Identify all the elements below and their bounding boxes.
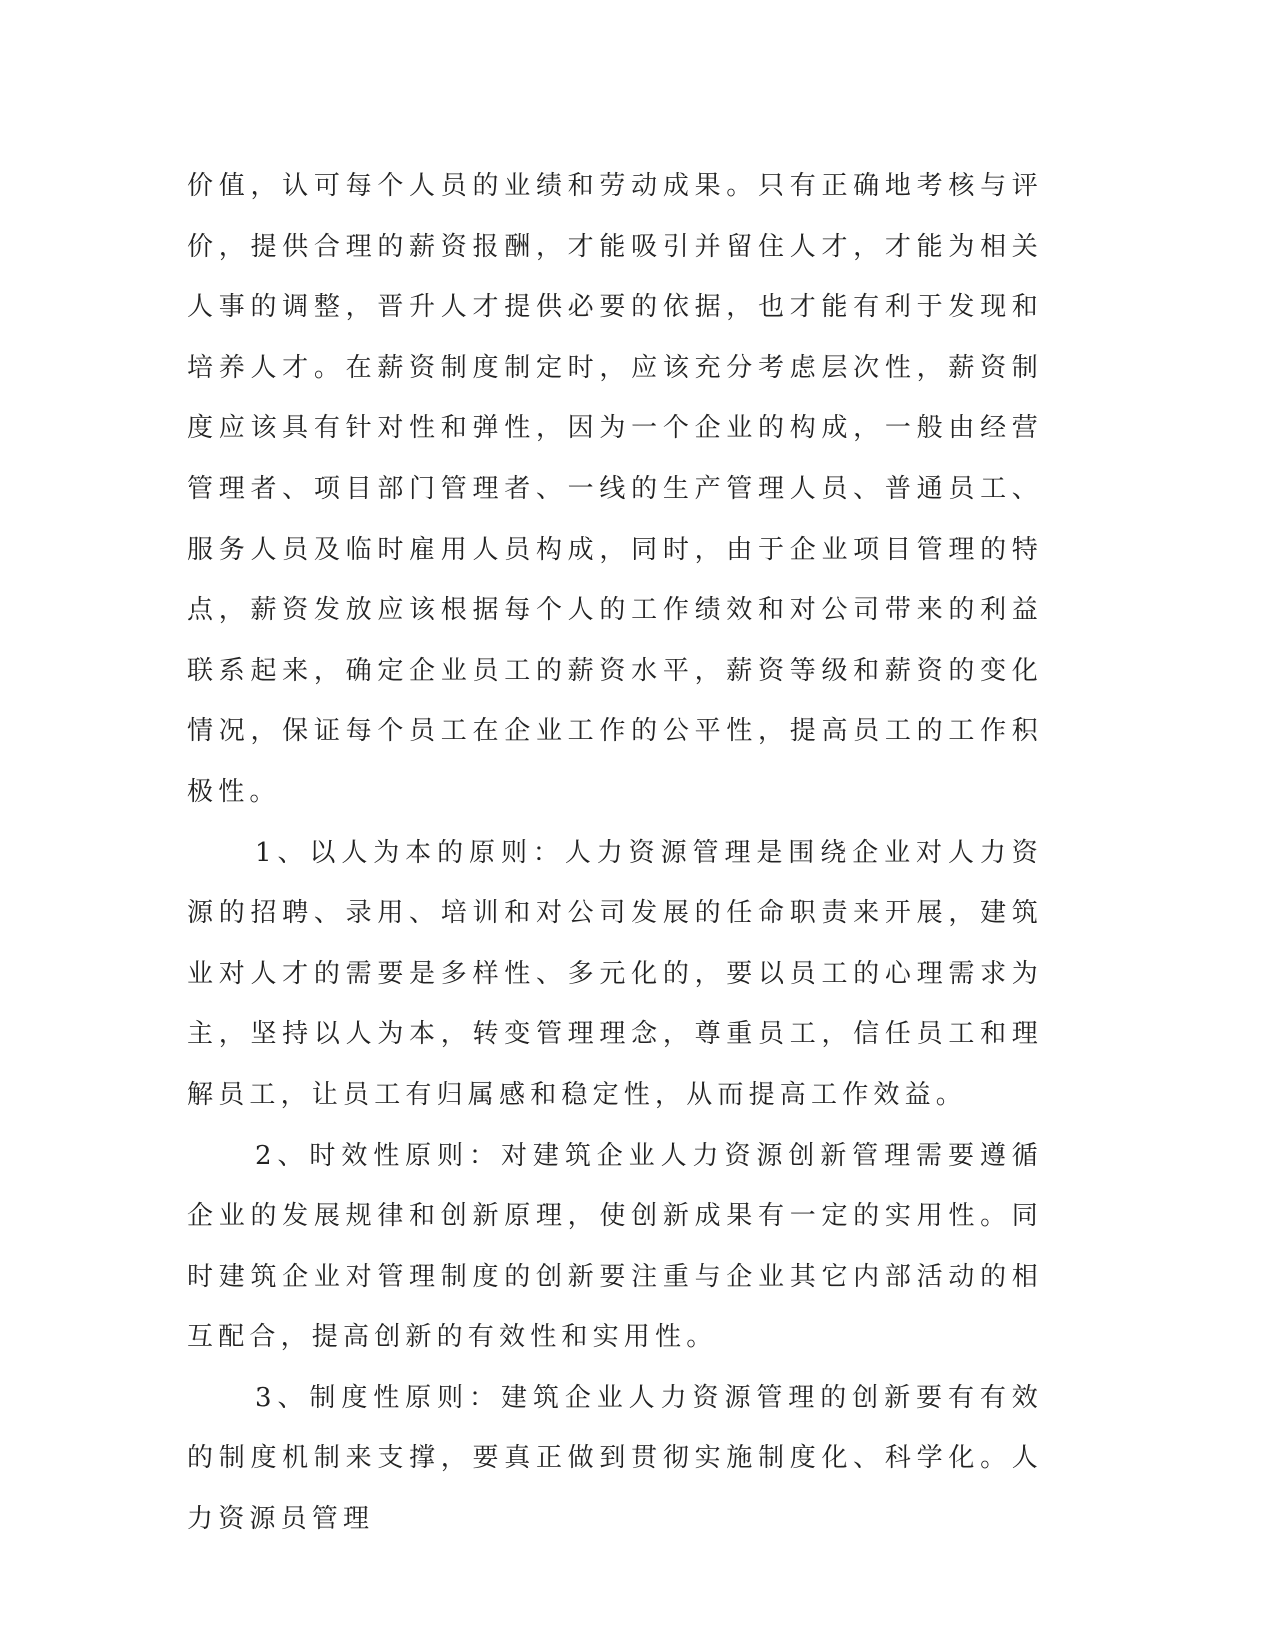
paragraph-people-oriented-principle: 1、以人为本的原则：人力资源管理是围绕企业对人力资源的招聘、录用、培训和对公司发展的任命职责来开展，建筑业对人才的需要是多样性、多元化的，要以员工的心理需求为主，坚持以人为本，转变管理理念，尊重员工，信任员工和理解员工，让员工有归属感和稳定性，从而提高工作效益。 [187,837,1043,1110]
paragraph-compensation-continuation: 价值，认可每个人员的业绩和劳动成果。只有正确地考核与评价，提供合理的薪资报酬，才能吸引并留住人才，才能为相关人事的调整，晋升人才提供必要的依据，也才能有利于发现和培养人才。在薪资制度制定时，应该充分考虑层次性，薪资制度应该具有针对性和弹性，因为一个企业的构成，一般由经营管理者、项目部门管理者、一线的生产管理人员、普通员工、服务人员及临时雇用人员构成，同时，由于企业项目管理的特点，薪资发放应该根据每个人的工作绩效和对公司带来的利益联系起来，确定企业员工的薪资水平，薪资等级和薪资的变化情况，保证每个员工在企业工作的公平性，提高员工的工作积极性。 [187,171,1043,807]
document-body [187,156,1043,1550]
paragraph-institutional-principle: 3、制度性原则：建筑企业人力资源管理的创新要有有效的制度机制来支撑，要真正做到贯彻实施制度化、科学化。人力资源员管理 [187,1382,1043,1535]
paragraph-timeliness-principle: 2、时效性原则：对建筑企业人力资源创新管理需要遵循企业的发展规律和创新原理，使创新成果有一定的实用性。同时建筑企业对管理制度的创新要注重与企业其它内部活动的相互配合，提高创新的有效性和实用性。 [187,1140,1043,1353]
